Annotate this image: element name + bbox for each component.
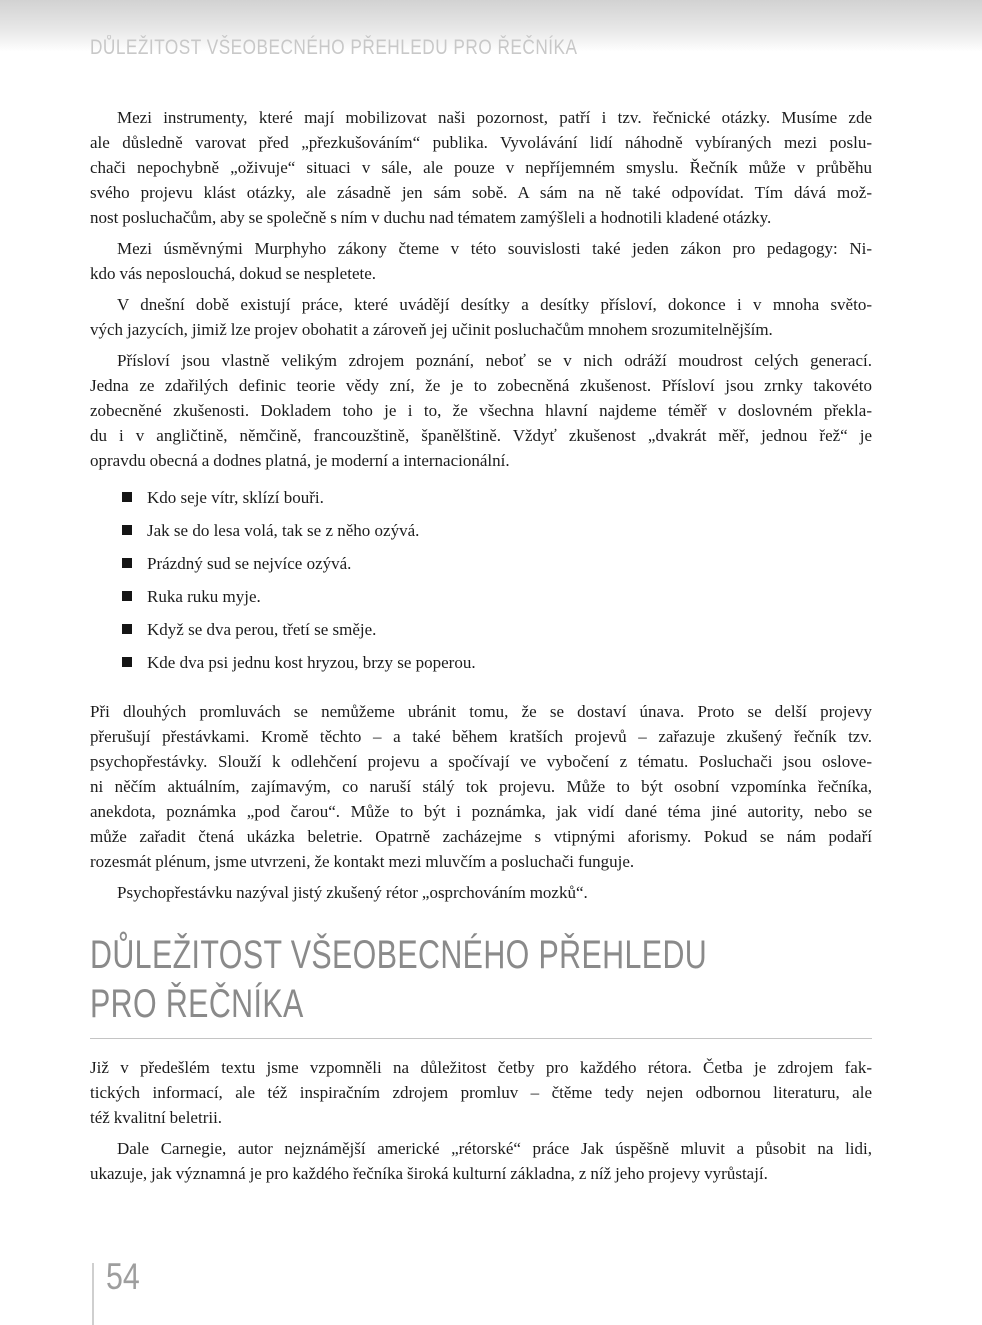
text-line: tických informací, ale též inspiračním zdrojem promluv – čtěme tedy nejen odbornou literaturu, ale xyxy=(90,1083,872,1102)
text-column xyxy=(90,105,872,1192)
text-line: Dale Carnegie, autor nejznámější americké „rétorské“ práce Jak úspěšně mluvit a působit na lidi, xyxy=(117,1139,872,1158)
list-item xyxy=(90,518,872,543)
paragraph-dale-carnegie xyxy=(90,1136,872,1186)
text-line: V dnešní době existují práce, které uvádějí desítky a desítky přísloví, dokonce i v mnoha světo- xyxy=(117,295,872,314)
text-line: Jedna ze zdařilých definic teorie vědy zní, že je to zobecněná zkušenost. Přísloví jsou zrnky takovéto xyxy=(90,376,872,395)
text-line: Již v předešlém textu jsme vzpomněli na důležitost četby pro každého rétora. Četba je zdrojem fak- xyxy=(90,1058,872,1077)
section-heading xyxy=(90,931,872,1029)
list-item xyxy=(90,584,872,609)
list-item xyxy=(90,551,872,576)
paragraph-proverb-collections xyxy=(90,292,872,342)
paragraph-brain-shower xyxy=(90,880,872,905)
text-line: du i v angličtině, němčině, francouzštině, španělštině. Vždyť zkušenost „dvakrát měř, jednou řež“ je xyxy=(90,426,872,445)
text-line: svého projevu klást otázky, ale zásadně jen sám sobě. A sám na ně také odpovídat. Tím dává mož- xyxy=(90,183,872,202)
square-bullet-icon xyxy=(122,492,132,502)
paragraph-psycho-pauses xyxy=(90,699,872,874)
text-line: chači nepochybně „oživuje“ situaci v sále, ale pouze v nepříjemném smyslu. Řečník může v průběhu xyxy=(90,158,872,177)
text-line: může zařadit čtená ukázka beletrie. Opatrně zacházejme s vtipnými aforismy. Pokud se nám podaří xyxy=(90,827,872,846)
text-line: kdo vás neposlouchá, dokud se nespletete. xyxy=(90,264,377,283)
list-item-text: Prázdný sud se nejvíce ozývá. xyxy=(147,554,352,573)
list-item-text: Když se dva perou, třetí se směje. xyxy=(147,620,377,639)
running-header: DŮLEŽITOST VŠEOBECNÉHO PŘEHLEDU PRO ŘEČNÍKA xyxy=(90,36,578,59)
text-line: též kvalitní beletrii. xyxy=(90,1108,223,1127)
list-item-text: Ruka ruku myje. xyxy=(147,587,261,606)
list-item xyxy=(90,485,872,510)
text-line: přerušují přestávkami. Kromě těchto – a také během kratších projevů – zařazuje zkušený řečník tzv. xyxy=(90,727,872,746)
text-line: ale důsledně varovat před „přezkušováním“ publika. Vyvolávání lidí náhodně vybíraných mezi poslu- xyxy=(90,133,872,152)
text-line: Mezi úsměvnými Murphyho zákony čteme v této souvislosti také jeden zákon pro pedagogy: Ni- xyxy=(117,239,872,258)
paragraph-proverbs-knowledge xyxy=(90,348,872,473)
text-line: ni něčím aktuálním, zajímavým, co naruší stálý tok projevu. Může to být osobní vzpomínka řečníka, xyxy=(90,777,872,796)
text-line: anekdota, poznámka „pod čarou“. Může to být i poznámka, jak vidí dané téma jiné autority, nebo se xyxy=(90,802,872,821)
section-heading-line-2: PRO ŘEČNÍKA xyxy=(90,982,304,1026)
paragraph-murphy-law xyxy=(90,236,872,286)
text-line: Psychopřestávku nazýval jistý zkušený rétor „osprchováním mozků“. xyxy=(117,883,588,902)
list-item-text: Jak se do lesa volá, tak se z něho ozývá. xyxy=(147,521,420,540)
text-line: rozesmát plénum, jsme utvrzeni, že kontakt mezi mluvčím a posluchači funguje. xyxy=(90,852,635,871)
text-line: vých jazycích, jimiž lze projev obohatit a zároveň jej učinit posluchačům mnohem srozumitelnějším. xyxy=(90,320,773,339)
square-bullet-icon xyxy=(122,624,132,634)
text-line: Přísloví jsou vlastně velikým zdrojem poznání, neboť se v nich odráží moudrost celých generací. xyxy=(117,351,872,370)
paragraph-rhetorical-questions xyxy=(90,105,872,230)
square-bullet-icon xyxy=(122,657,132,667)
square-bullet-icon xyxy=(122,591,132,601)
list-item xyxy=(90,617,872,642)
list-item-text: Kde dva psi jednu kost hryzou, brzy se poperou. xyxy=(147,653,476,672)
text-line: ukazuje, jak významná je pro každého řečníka široká kulturní základna, z níž jeho projevy vyrůstají. xyxy=(90,1164,768,1183)
paragraph-importance-of-reading xyxy=(90,1055,872,1130)
square-bullet-icon xyxy=(122,525,132,535)
heading-rule xyxy=(90,1038,872,1039)
section-heading-line-1: DŮLEŽITOST VŠEOBECNÉHO PŘEHLEDU xyxy=(90,933,708,977)
page-number-rule xyxy=(92,1263,94,1325)
square-bullet-icon xyxy=(122,558,132,568)
proverb-list xyxy=(90,485,872,675)
text-line: psychopřestávky. Slouží k odlehčení projevu a spočívají ve vybočení z tématu. Posluchači jsou oslove- xyxy=(90,752,872,771)
list-item-text: Kdo seje vítr, sklízí bouři. xyxy=(147,488,324,507)
text-line: Mezi instrumenty, které mají mobilizovat naši pozornost, patří i tzv. řečnické otázky. Musíme zde xyxy=(117,108,872,127)
text-line: nost posluchačům, aby se společně s ním v duchu nad tématem zamýšleli a hodnotili kladené otázky. xyxy=(90,208,772,227)
text-line: opravdu obecná a dodnes platná, je moderní a internacionální. xyxy=(90,451,510,470)
page-number: 54 xyxy=(106,1256,140,1297)
list-item xyxy=(90,650,872,675)
text-line: zobecněné zkušenosti. Dokladem toho je i to, že všechna hlavní najdeme téměř v doslovném překla- xyxy=(90,401,872,420)
text-line: Při dlouhých promluvách se nemůžeme ubránit tomu, že se dostaví únava. Proto se delší projevy xyxy=(90,702,872,721)
